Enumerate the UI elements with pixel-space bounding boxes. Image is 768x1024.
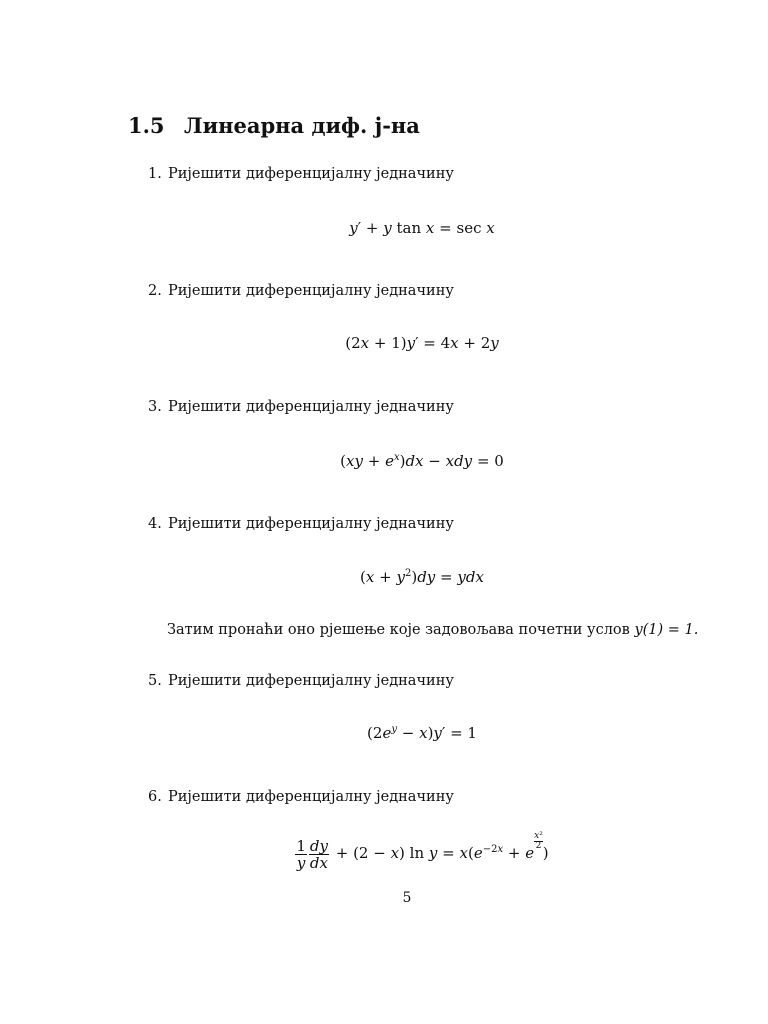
note-text: Затим пронаћи оно рјешење које задовољава почетни услов (167, 622, 630, 638)
section-number: 1.5 (128, 113, 165, 138)
exponent-fraction: $\frac{\text{x²}}{2}$ (534, 831, 543, 851)
equation-2: (2x + 1)y′ = 4x + 2y (345, 334, 499, 352)
problem-text: Ријешити диференцијалну једначину (168, 166, 454, 182)
fraction-dy-dx: $\frac{dy}{dx}$ (309, 836, 328, 872)
problem-1 (148, 166, 454, 182)
initial-condition: y(1) = 1. (634, 622, 699, 638)
problem-number: 4. (148, 516, 162, 532)
problem-text: Ријешити диференцијалну једначину (168, 673, 454, 689)
problem-2 (148, 283, 454, 299)
problem-text: Ријешити диференцијалну једначину (168, 283, 454, 299)
equation-1: y′ + y tan x = sec x (349, 219, 495, 237)
problem-5 (148, 673, 454, 689)
problem-number: 5. (148, 673, 162, 689)
problem-text: Ријешити диференцијалну једначину (168, 516, 454, 532)
problem-4-note (167, 622, 698, 638)
equation-5: $(2e^y - x)y' = 1$ (367, 724, 477, 742)
problem-6 (148, 789, 454, 805)
problem-text: Ријешити диференцијалну једначину (168, 399, 454, 415)
section-title: Линеарна диф. j-на (184, 113, 420, 138)
problem-number: 6. (148, 789, 162, 805)
problem-text: Ријешити диференцијалну једначину (168, 789, 454, 805)
problem-number: 3. (148, 399, 162, 415)
problem-3 (148, 399, 454, 415)
problem-4 (148, 516, 454, 532)
equation-6: $\frac{1}{y}$ $\frac{dy}{dx}$ + (2 − x) $\ln y = x(e^{-2x} + e$ $\frac{\text{x²}}{2}$ ) (296, 831, 549, 872)
page-number: 5 (402, 890, 412, 906)
equation-4: $(x + y^2)dy$ = ydx (360, 568, 484, 586)
section-heading (128, 113, 420, 138)
fraction-one-over-y: $\frac{1}{y}$ (296, 836, 306, 872)
equation-3: $(xy + e^x)dx$ − xdy = 0 (340, 452, 504, 470)
problem-number: 1. (148, 166, 162, 182)
problem-number: 2. (148, 283, 162, 299)
